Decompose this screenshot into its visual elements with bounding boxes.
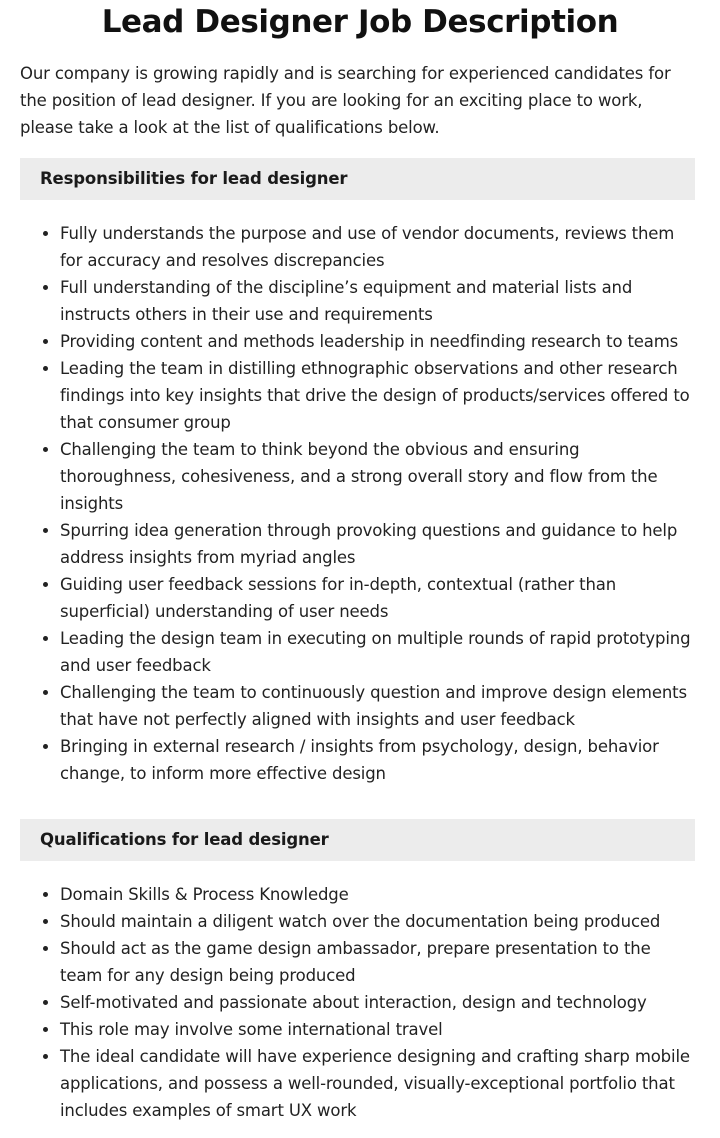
- list-item: • The ideal candidate will have experience designing and crafting sharp mobile applications, and possess a well-rounded, visually-exceptional portfolio that includes examples of smart UX work: [60, 1043, 695, 1124]
- list-item: • This role may involve some international travel: [60, 1016, 695, 1043]
- list-item: • Leading the team in distilling ethnographic observations and other research findings into key insights that drive the design of products/services offered to that consumer group: [60, 355, 695, 436]
- list-item: • Guiding user feedback sessions for in-depth, contextual (rather than superficial) understanding of user needs: [60, 571, 695, 625]
- list-item: • Self-motivated and passionate about interaction, design and technology: [60, 989, 695, 1016]
- list-item: • Full understanding of the discipline’s equipment and material lists and instructs others in their use and requirements: [60, 274, 695, 328]
- list-item: • Providing content and methods leadership in needfinding research to teams: [60, 328, 695, 355]
- list-item: • Leading the design team in executing on multiple rounds of rapid prototyping and user feedback: [60, 625, 695, 679]
- page-title: Lead Designer Job Description: [101, 4, 619, 40]
- list-item: • Spurring idea generation through provoking questions and guidance to help address insights from myriad angles: [60, 517, 695, 571]
- list-item: • Bringing in external research / insights from psychology, design, behavior change, to inform more effective design: [60, 733, 695, 787]
- list-item: • Domain Skills & Process Knowledge: [60, 881, 695, 908]
- list-item: • Should maintain a diligent watch over the documentation being produced: [60, 908, 695, 935]
- list-item: • Challenging the team to think beyond the obvious and ensuring thoroughness, cohesiveness, and a strong overall story and flow from the insights: [60, 436, 695, 517]
- list-item: • Fully understands the purpose and use of vendor documents, reviews them for accuracy and resolves discrepancies: [60, 220, 695, 274]
- list-item: • Challenging the team to continuously question and improve design elements that have not perfectly aligned with insights and user feedback: [60, 679, 695, 733]
- qualifications-heading: Qualifications for lead designer: [20, 819, 695, 861]
- intro-paragraph: Our company is growing rapidly and is searching for experienced candidates for the position of lead designer. If you are looking for an exciting place to work, please take a look at the list of qualifications below.: [20, 64, 671, 137]
- responsibilities-heading: Responsibilities for lead designer: [20, 158, 695, 200]
- list-item: • Should act as the game design ambassador, prepare presentation to the team for any design being produced: [60, 935, 695, 989]
- responsibilities-list: [20, 220, 695, 787]
- qualifications-list: [20, 881, 695, 1124]
